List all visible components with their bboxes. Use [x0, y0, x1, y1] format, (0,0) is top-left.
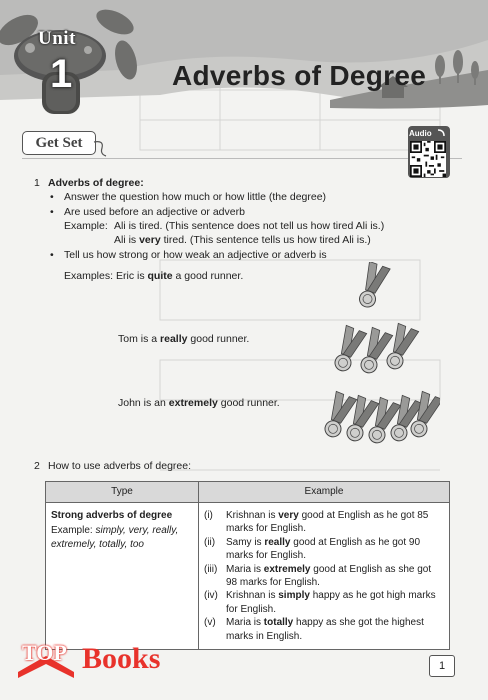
tag-string-icon [92, 136, 110, 158]
bullet-dot: • [50, 249, 54, 261]
text-run: Krishnan is [226, 510, 279, 521]
bullet-dot: • [50, 191, 54, 203]
example-item [204, 563, 444, 590]
text-run: Maria is [226, 617, 264, 629]
adverb-highlight: very [139, 234, 161, 246]
table-header-example: Example [199, 482, 450, 503]
text-run: Tom is a [118, 333, 161, 345]
text-run: happy as he got high marks for English. [226, 590, 436, 615]
text-run: Eric is [116, 270, 148, 282]
text-run: good at English as he got 85 marks for English. [226, 510, 429, 535]
example-eric [116, 269, 243, 283]
example-item-number: (i) [204, 510, 213, 521]
adverb-highlight: very [278, 510, 299, 521]
text-run: good at English as she got 98 marks for English. [226, 563, 432, 589]
example-item-text [226, 509, 444, 536]
type-example-words: simply, very, really, extremely, totally, too [51, 525, 179, 550]
adverb-highlight: quite [147, 270, 173, 282]
type-cell [46, 503, 199, 650]
unit-number: 1 [50, 52, 73, 96]
example-item [204, 509, 444, 536]
point-1-number: 1 [34, 177, 40, 189]
example-item-text [226, 563, 444, 590]
audio-label: Audio [409, 129, 432, 138]
medal-three [330, 323, 419, 376]
get-set-label: Get Set [22, 131, 96, 155]
example-item-text [226, 589, 444, 616]
table-row [46, 503, 450, 650]
type-heading: Strong adverbs of degree [51, 510, 173, 521]
unit-label: Unit [38, 28, 76, 49]
text-run: Example: [51, 525, 96, 537]
page-number: 1 [429, 655, 455, 677]
medal-one [354, 262, 390, 310]
text-run: Krishnan is [226, 590, 279, 602]
bullet-2: Are used before an adjective or adverb [64, 206, 245, 218]
adverb-highlight: simply [278, 590, 310, 602]
example-sentence-1: Ali is tired. (This sentence does not tell us how tired Ali is.) [114, 220, 385, 232]
example-john [118, 396, 280, 410]
page-header [0, 0, 488, 125]
text-run: Maria is [226, 563, 264, 575]
bullet-1: Answer the question how much or how little (the degree) [64, 191, 327, 203]
adverb-highlight: really [160, 333, 188, 345]
watermark-top: TOP [22, 640, 67, 665]
text-run: tired. (This sentence tells us how tired Ali is.) [160, 234, 371, 246]
example-item-number: (iii) [204, 563, 218, 575]
qr-code-icon[interactable] [410, 141, 446, 177]
example-item-number: (iv) [204, 590, 218, 602]
example-item-number: (v) [204, 617, 216, 629]
point-2-heading: How to use adverbs of degree: [48, 460, 192, 472]
text-run: Ali is [114, 234, 140, 246]
type-example [51, 524, 193, 551]
adverb-highlight: extremely [168, 397, 218, 409]
example-item [204, 536, 444, 563]
point-1-heading: Adverbs of degree: [48, 177, 144, 189]
section-divider [22, 158, 462, 159]
table-header-type: Type [46, 482, 199, 503]
text-run: good runner. [187, 333, 250, 345]
example-item-text [226, 536, 444, 563]
bullet-dot: • [50, 206, 54, 218]
example-tom [118, 332, 249, 346]
example-item-number: (ii) [204, 536, 216, 548]
bullet-3: Tell us how strong or how weak an adjective or adverb is [64, 249, 327, 261]
text-run: happy as she got the highest marks in English. [226, 617, 424, 642]
page-title: Adverbs of Degree [172, 60, 427, 91]
medal-illustrations [320, 262, 440, 452]
example-item [204, 616, 444, 643]
example-item-text [226, 616, 444, 643]
medal-five [320, 391, 440, 446]
examples-cell [199, 503, 450, 650]
text-run: good at English as he got 90 marks for English. [226, 536, 421, 562]
adverb-highlight: totally [263, 617, 294, 629]
example-sentence-2 [114, 233, 371, 247]
text-run: Samy is [226, 536, 265, 548]
examples-label: Examples: [64, 270, 114, 282]
example-label: Example: [64, 220, 108, 232]
text-run: John is an [118, 397, 169, 409]
adverb-highlight: extremely [263, 563, 311, 575]
text-run: a good runner. [172, 270, 244, 282]
text-run: good runner. [217, 397, 280, 409]
adverb-highlight: really [264, 536, 291, 548]
example-item [204, 589, 444, 616]
adverbs-table [45, 481, 450, 650]
point-2-number: 2 [34, 460, 40, 472]
watermark-books: Books [82, 642, 161, 675]
